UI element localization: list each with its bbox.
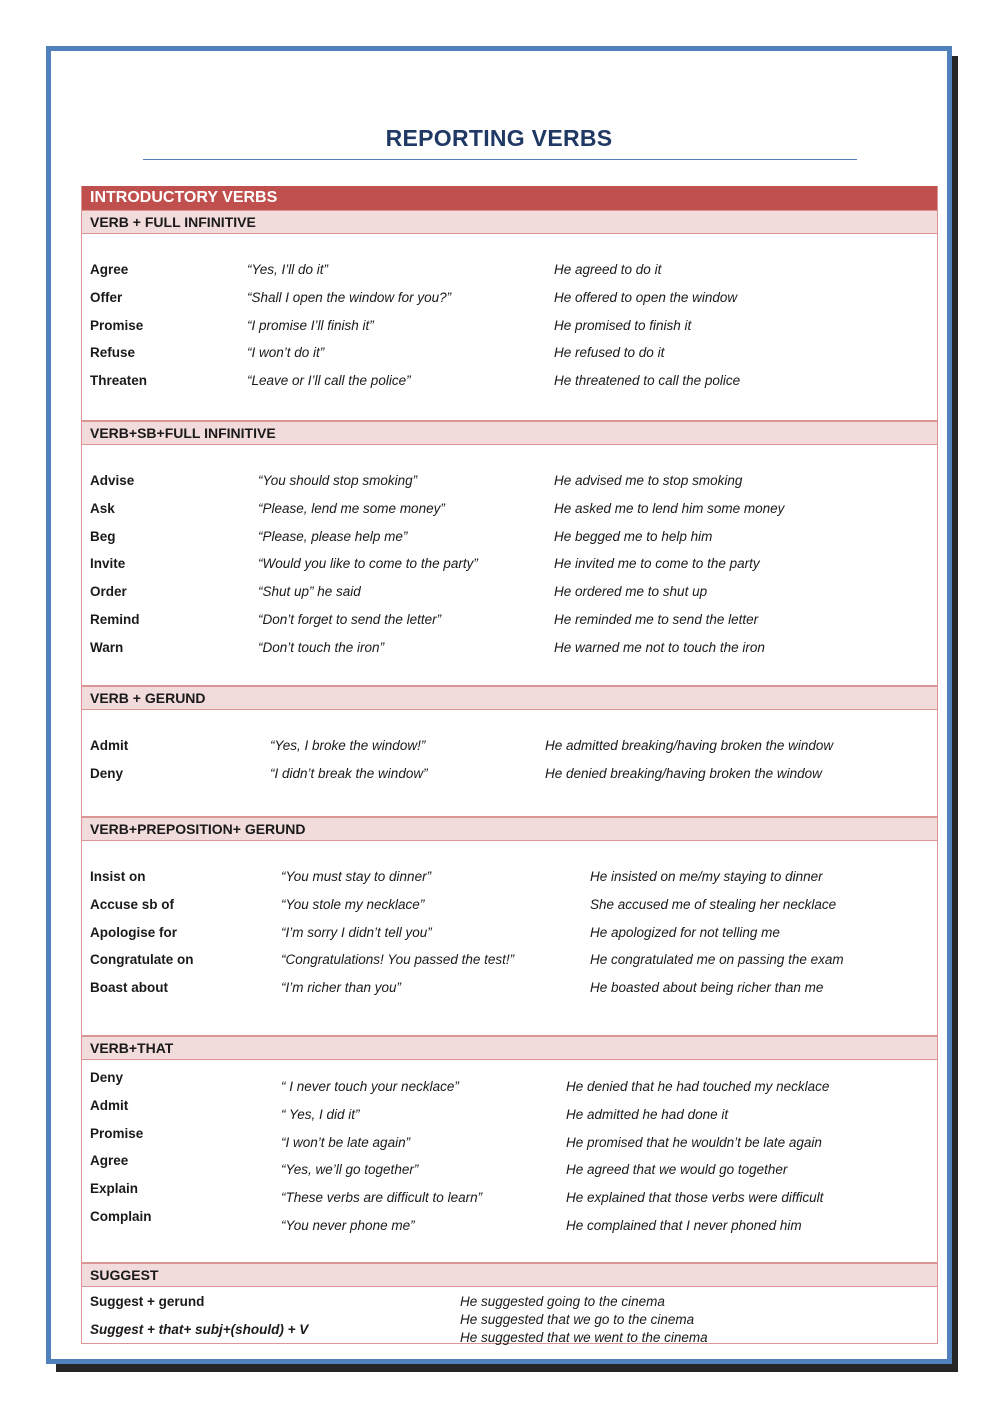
row-report: He insisted on me/my staying to dinner <box>590 869 823 884</box>
row-verb: Warn <box>90 639 124 655</box>
section-body-verb-that <box>82 1060 937 1263</box>
row-verb: Complain <box>90 1209 152 1224</box>
section-heading-verb-that: VERB+THAT <box>82 1036 937 1060</box>
row-quote: “These verbs are difficult to learn” <box>281 1190 483 1206</box>
row-report: He promised that he wouldn’t be late again <box>566 1134 822 1150</box>
row-report: He warned me not to touch the iron <box>554 639 765 655</box>
page-title: REPORTING VERBS <box>385 125 613 151</box>
row-quote: “You stole my necklace” <box>281 896 425 912</box>
suggest-example: He suggested going to the cinema <box>460 1294 665 1309</box>
verbs-table <box>81 186 938 1344</box>
document-page <box>46 46 952 1364</box>
row-quote: “Don’t forget to send the letter” <box>258 612 442 627</box>
row-report: He asked me to lend him some money <box>554 500 785 516</box>
row-report: He apologized for not telling me <box>590 924 780 940</box>
row-verb: Explain <box>90 1181 139 1197</box>
row-quote: “Please, please help me” <box>258 528 408 544</box>
introductory-verbs-header: INTRODUCTORY VERBS <box>82 186 937 210</box>
row-report: He promised to finish it <box>554 317 692 333</box>
row-quote: “Leave or I’ll call the police” <box>247 373 411 389</box>
row-quote: “Yes, we’ll go together” <box>281 1162 419 1178</box>
row-verb: Apologise for <box>90 924 177 940</box>
section-body-verb-full-infinitive <box>82 234 937 421</box>
row-verb: Insist on <box>90 869 146 884</box>
suggest-label-that: Suggest + that+ subj+(should) + V <box>90 1322 309 1337</box>
row-verb: Order <box>90 584 127 600</box>
row-quote: “I’m richer than you” <box>281 980 402 996</box>
row-report: He ordered me to shut up <box>554 584 708 600</box>
row-report: He offered to open the window <box>554 289 738 305</box>
row-verb: Agree <box>90 262 129 277</box>
row-quote: “I didn’t break the window” <box>270 766 428 781</box>
row-quote: “I won’t be late again” <box>281 1134 411 1150</box>
row-verb: Accuse sb of <box>90 896 175 912</box>
section-body-suggest <box>82 1287 937 1344</box>
row-report: She accused me of stealing her necklace <box>590 896 837 912</box>
row-report: He denied that he had touched my necklace <box>566 1079 830 1094</box>
row-quote: “ I never touch your necklace” <box>281 1079 459 1094</box>
section-heading-verb-sb-full-infinitive: VERB+SB+FULL INFINITIVE <box>82 421 937 445</box>
row-verb: Advise <box>90 473 135 488</box>
section-body-verb-sb-full-infinitive <box>82 445 937 686</box>
row-quote: “I won’t do it” <box>247 345 325 361</box>
suggest-example: He suggested that we go to the cinema <box>460 1312 695 1327</box>
row-report: He refused to do it <box>554 345 665 361</box>
row-verb: Invite <box>90 556 126 572</box>
row-quote: “Congratulations! You passed the test!” <box>281 952 515 968</box>
row-quote: “Yes, I broke the window!” <box>270 738 426 753</box>
section-body-verb-preposition-gerund <box>82 841 937 1036</box>
row-report: He denied breaking/having broken the window <box>545 766 822 781</box>
row-verb: Remind <box>90 612 140 627</box>
row-quote: “I’m sorry I didn’t tell you” <box>281 924 432 940</box>
row-quote: “You should stop smoking” <box>258 473 418 488</box>
row-quote: “You must stay to dinner” <box>281 869 432 884</box>
row-quote: “You never phone me” <box>281 1218 415 1233</box>
row-verb: Admit <box>90 738 129 753</box>
row-quote: “Yes, I’ll do it” <box>247 262 329 277</box>
suggest-example: He suggested that we went to the cinema <box>460 1330 708 1345</box>
row-report: He admitted breaking/having broken the window <box>545 738 834 753</box>
row-report: He threatened to call the police <box>554 373 741 389</box>
suggest-label-gerund: Suggest + gerund <box>90 1294 205 1309</box>
section-heading-suggest: SUGGEST <box>82 1263 937 1287</box>
row-verb: Beg <box>90 528 116 544</box>
row-report: He admitted he had done it <box>566 1106 729 1122</box>
row-report: He reminded me to send the letter <box>554 612 759 627</box>
row-quote: “ Yes, I did it” <box>281 1106 360 1122</box>
section-heading-verb-full-infinitive: VERB + FULL INFINITIVE <box>82 210 937 234</box>
row-report: He complained that I never phoned him <box>566 1218 802 1233</box>
row-verb: Admit <box>90 1097 129 1113</box>
row-verb: Promise <box>90 1125 144 1141</box>
section-body-verb-gerund <box>82 710 937 817</box>
row-quote: “Shut up” he said <box>258 584 361 600</box>
row-quote: “Would you like to come to the party” <box>258 556 478 572</box>
row-report: He agreed to do it <box>554 262 662 277</box>
row-verb: Refuse <box>90 345 136 361</box>
row-verb: Offer <box>90 289 123 305</box>
row-verb: Threaten <box>90 373 148 389</box>
row-quote: “I promise I’ll finish it” <box>247 317 374 333</box>
row-quote: “Don’t touch the iron” <box>258 639 385 655</box>
section-heading-verb-gerund: VERB + GERUND <box>82 686 937 710</box>
row-verb: Agree <box>90 1153 129 1169</box>
row-verb: Promise <box>90 317 144 333</box>
row-report: He invited me to come to the party <box>554 556 760 572</box>
row-report: He congratulated me on passing the exam <box>590 952 844 968</box>
row-report: He begged me to help him <box>554 528 713 544</box>
row-verb: Boast about <box>90 980 169 996</box>
section-heading-verb-preposition-gerund: VERB+PREPOSITION+ GERUND <box>82 817 937 841</box>
row-quote: “Shall I open the window for you?” <box>247 289 452 305</box>
row-verb: Congratulate on <box>90 952 194 968</box>
row-verb: Deny <box>90 1070 124 1085</box>
row-report: He explained that those verbs were difficult <box>566 1190 824 1206</box>
row-report: He boasted about being richer than me <box>590 980 824 996</box>
row-report: He advised me to stop smoking <box>554 473 743 488</box>
row-verb: Ask <box>90 500 115 516</box>
row-report: He agreed that we would go together <box>566 1162 788 1178</box>
row-verb: Deny <box>90 766 124 781</box>
row-quote: “Please, lend me some money” <box>258 500 445 516</box>
title-underline <box>143 159 857 160</box>
